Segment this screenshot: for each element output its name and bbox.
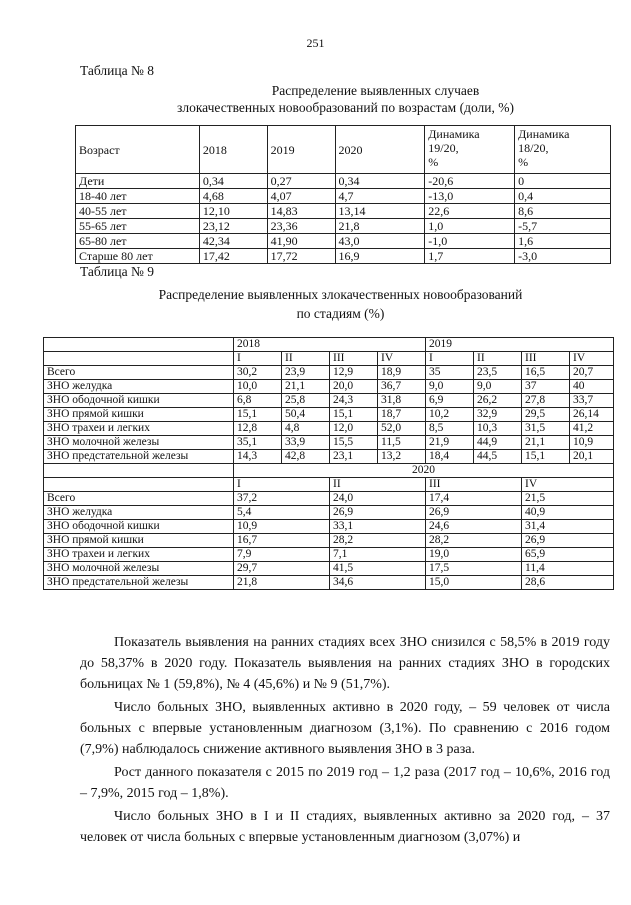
table9-cell: 15,1 bbox=[522, 450, 570, 464]
table9-cell: 32,9 bbox=[474, 408, 522, 422]
table9-cell: 31,8 bbox=[378, 394, 426, 408]
table9-cell: 9,0 bbox=[474, 380, 522, 394]
table9-cell: 37 bbox=[522, 380, 570, 394]
table9-cell: 52,0 bbox=[378, 422, 426, 436]
table9-row bbox=[44, 408, 614, 422]
table9-cell: 18,9 bbox=[378, 366, 426, 380]
table9-cell: 21,8 bbox=[234, 576, 330, 590]
table9-row-label: ЗНО ободочной кишки bbox=[44, 520, 234, 534]
table9-cell: 41,5 bbox=[330, 562, 426, 576]
table9-row bbox=[44, 520, 614, 534]
table9-cell: 41,2 bbox=[570, 422, 614, 436]
table9-cell: 65,9 bbox=[522, 548, 614, 562]
table8-cell: 8,6 bbox=[515, 204, 611, 219]
table9-cell: 18,4 bbox=[426, 450, 474, 464]
table9-row-label: Всего bbox=[44, 366, 234, 380]
table9-cell: 7,9 bbox=[234, 548, 330, 562]
table8-header-2020: 2020 bbox=[335, 126, 425, 174]
table8-dyn1-line3: % bbox=[428, 155, 439, 169]
table9-cell: 9,0 bbox=[426, 380, 474, 394]
table9-cell: 28,6 bbox=[522, 576, 614, 590]
table9-row bbox=[44, 548, 614, 562]
table8-cell: 0,4 bbox=[515, 189, 611, 204]
table9-row bbox=[44, 436, 614, 450]
table9-row bbox=[44, 366, 614, 380]
table9-row-label: ЗНО предстательной железы bbox=[44, 450, 234, 464]
table8-header-2019: 2019 bbox=[267, 126, 335, 174]
table9-stage-header: III bbox=[426, 478, 522, 492]
table8-header-dynamics-19-20 bbox=[425, 126, 515, 174]
table8-cell: -13,0 bbox=[425, 189, 515, 204]
table9-cell: 21,1 bbox=[522, 436, 570, 450]
page-number: 251 bbox=[306, 36, 325, 50]
table9-cell: 33,1 bbox=[330, 520, 426, 534]
table8-cell: 4,07 bbox=[267, 189, 335, 204]
table9-cell: 6,8 bbox=[234, 394, 282, 408]
table9-cell: 20,7 bbox=[570, 366, 614, 380]
table9-cell: 17,4 bbox=[426, 492, 522, 506]
table9-cell: 10,2 bbox=[426, 408, 474, 422]
table8-cell: 22,6 bbox=[425, 204, 515, 219]
table9-cell: 15,0 bbox=[426, 576, 522, 590]
table9-stage-header: I bbox=[426, 352, 474, 366]
table9-row bbox=[44, 492, 614, 506]
table9-cell: 15,5 bbox=[330, 436, 378, 450]
table9-cell: 20,1 bbox=[570, 450, 614, 464]
table8-row-label: 18-40 лет bbox=[76, 189, 200, 204]
table9-cell: 12,8 bbox=[234, 422, 282, 436]
table9-row bbox=[44, 576, 614, 590]
table9-cell: 50,4 bbox=[282, 408, 330, 422]
table9-year-2020: 2020 bbox=[234, 464, 614, 478]
table9-row bbox=[44, 450, 614, 464]
table9-cell: 21,9 bbox=[426, 436, 474, 450]
paragraph-early-detection: Показатель выявления на ранних стадиях всех ЗНО снизился с 58,5% в 2019 году до 58,37% в 2020 году. Показатель выявления на ранних стадиях ЗНО в городских больницах № 1 (59,8%), № 4 (45,6%) и № 9 (51,7%). bbox=[80, 635, 610, 692]
table9-cell: 25,8 bbox=[282, 394, 330, 408]
table9-year-2018: 2018 bbox=[234, 338, 426, 352]
table9-row bbox=[44, 394, 614, 408]
table9-row-label: ЗНО предстательной железы bbox=[44, 576, 234, 590]
table9-stage-row bbox=[44, 478, 614, 492]
table9-corner-cell bbox=[44, 352, 234, 366]
table9-cell: 4,8 bbox=[282, 422, 330, 436]
paragraph-growth: Рост данного показателя с 2015 по 2019 год – 1,2 раза (2017 год – 10,6%, 2016 год – 7,9%, 2015 год – 1,8%). bbox=[80, 765, 610, 801]
table8-cell: 4,68 bbox=[199, 189, 267, 204]
table8-row bbox=[76, 219, 611, 234]
table9-cell: 23,9 bbox=[282, 366, 330, 380]
table8-header-age: Возраст bbox=[76, 126, 200, 174]
table8-cell: 1,7 bbox=[425, 249, 515, 264]
table9-row bbox=[44, 562, 614, 576]
table9-cell: 26,2 bbox=[474, 394, 522, 408]
table9-row-label: ЗНО молочной железы bbox=[44, 562, 234, 576]
table9-cell: 16,5 bbox=[522, 366, 570, 380]
table8-header-dynamics-18-20 bbox=[515, 126, 611, 174]
table8-dyn2-line3: % bbox=[518, 155, 529, 169]
paragraph-stages-1-2: Число больных ЗНО в I и II стадиях, выявленных активно за 2020 год, – 37 человек от числа больных с впервые установленным диагнозом (3,07%) и bbox=[80, 809, 610, 845]
table8-cell: 41,90 bbox=[267, 234, 335, 249]
table8-cell: 0,34 bbox=[199, 174, 267, 189]
table8-row-label: 40-55 лет bbox=[76, 204, 200, 219]
table9-cell: 28,2 bbox=[426, 534, 522, 548]
table9-stage-header: II bbox=[330, 478, 426, 492]
table9-row-label: ЗНО прямой кишки bbox=[44, 408, 234, 422]
table9-stage-header: II bbox=[282, 352, 330, 366]
table9-year-row bbox=[44, 338, 614, 352]
table9-stage-header: III bbox=[522, 352, 570, 366]
table9-cell: 31,5 bbox=[522, 422, 570, 436]
table9-cell: 26,9 bbox=[426, 506, 522, 520]
table9-row-label: ЗНО желудка bbox=[44, 380, 234, 394]
table8-cell: 1,6 bbox=[515, 234, 611, 249]
table9-cell: 24,3 bbox=[330, 394, 378, 408]
table9-cell: 30,2 bbox=[234, 366, 282, 380]
table9-cell: 36,7 bbox=[378, 380, 426, 394]
table9-cell: 26,14 bbox=[570, 408, 614, 422]
table8-cell: 23,36 bbox=[267, 219, 335, 234]
table9-cell: 23,5 bbox=[474, 366, 522, 380]
table9-stage-distribution bbox=[43, 337, 614, 590]
table9-title-line1: Распределение выявленных злокачественных новообразований bbox=[158, 287, 523, 302]
table9-cell: 29,7 bbox=[234, 562, 330, 576]
table8-header-2018: 2018 bbox=[199, 126, 267, 174]
table8-cell: 17,42 bbox=[199, 249, 267, 264]
table9-year-2019: 2019 bbox=[426, 338, 614, 352]
table9-cell: 26,9 bbox=[330, 506, 426, 520]
table9-corner-cell bbox=[44, 464, 234, 478]
table8-dyn1-line1: Динамика bbox=[428, 127, 480, 141]
table9-stage-header: IV bbox=[378, 352, 426, 366]
table8-row-label: Старше 80 лет bbox=[76, 249, 200, 264]
table8-dyn2-line1: Динамика bbox=[518, 127, 570, 141]
table9-title-line2: по стадиям (%) bbox=[296, 306, 385, 321]
table9-cell: 18,7 bbox=[378, 408, 426, 422]
table8-caption: Таблица № 8 bbox=[80, 63, 154, 78]
table9-row-label: ЗНО молочной железы bbox=[44, 436, 234, 450]
table9-cell: 21,5 bbox=[522, 492, 614, 506]
table9-cell: 44,9 bbox=[474, 436, 522, 450]
table9-cell: 21,1 bbox=[282, 380, 330, 394]
table8-cell: 0 bbox=[515, 174, 611, 189]
table9-corner-cell bbox=[44, 338, 234, 352]
table9-cell: 15,1 bbox=[330, 408, 378, 422]
table9-cell: 14,3 bbox=[234, 450, 282, 464]
table9-cell: 10,9 bbox=[234, 520, 330, 534]
table9-cell: 10,0 bbox=[234, 380, 282, 394]
table9-cell: 35 bbox=[426, 366, 474, 380]
table9-cell: 26,9 bbox=[522, 534, 614, 548]
table8-row bbox=[76, 249, 611, 264]
table8-cell: 1,0 bbox=[425, 219, 515, 234]
table9-row-label: ЗНО прямой кишки bbox=[44, 534, 234, 548]
table9-cell: 40 bbox=[570, 380, 614, 394]
table9-cell: 19,0 bbox=[426, 548, 522, 562]
table9-cell: 8,5 bbox=[426, 422, 474, 436]
table8-row bbox=[76, 234, 611, 249]
table8-title-line1: Распределение выявленных случаев bbox=[271, 83, 480, 98]
table8-cell: 0,27 bbox=[267, 174, 335, 189]
table8-row bbox=[76, 204, 611, 219]
table9-cell: 35,1 bbox=[234, 436, 282, 450]
table8-row bbox=[76, 174, 611, 189]
table9-stage-header: IV bbox=[570, 352, 614, 366]
table9-cell: 7,1 bbox=[330, 548, 426, 562]
table9-cell: 20,0 bbox=[330, 380, 378, 394]
table9-cell: 42,8 bbox=[282, 450, 330, 464]
table9-cell: 24,6 bbox=[426, 520, 522, 534]
table9-year-row bbox=[44, 464, 614, 478]
table9-cell: 11,4 bbox=[522, 562, 614, 576]
table9-cell: 10,9 bbox=[570, 436, 614, 450]
paragraph-active-detection: Число больных ЗНО, выявленных активно в 2020 году, – 59 человек от числа больных с впервые установленным диагнозом (3,1%). По сравнению с 2016 годом (7,9%) наблюдалось снижение активного выявления ЗНО в 3 раза. bbox=[80, 700, 610, 757]
table9-cell: 5,4 bbox=[234, 506, 330, 520]
table9-row-label: ЗНО ободочной кишки bbox=[44, 394, 234, 408]
table9-stage-header: III bbox=[330, 352, 378, 366]
table8-cell: -1,0 bbox=[425, 234, 515, 249]
table8-cell: 21,8 bbox=[335, 219, 425, 234]
table9-cell: 6,9 bbox=[426, 394, 474, 408]
table8-header-row bbox=[76, 126, 611, 174]
table8-cell: 12,10 bbox=[199, 204, 267, 219]
table9-cell: 27,8 bbox=[522, 394, 570, 408]
table9-cell: 17,5 bbox=[426, 562, 522, 576]
table8-cell: 0,34 bbox=[335, 174, 425, 189]
table8-cell: 17,72 bbox=[267, 249, 335, 264]
table9-cell: 13,2 bbox=[378, 450, 426, 464]
table9-row-label: ЗНО трахеи и легких bbox=[44, 422, 234, 436]
table9-cell: 16,7 bbox=[234, 534, 330, 548]
table9-cell: 24,0 bbox=[330, 492, 426, 506]
table8-row-label: Дети bbox=[76, 174, 200, 189]
table9-cell: 12,0 bbox=[330, 422, 378, 436]
table9-cell: 33,9 bbox=[282, 436, 330, 450]
table8-cell: 13,14 bbox=[335, 204, 425, 219]
table9-cell: 11,5 bbox=[378, 436, 426, 450]
table9-stage-header: II bbox=[474, 352, 522, 366]
table8-row-label: 55-65 лет bbox=[76, 219, 200, 234]
table9-cell: 15,1 bbox=[234, 408, 282, 422]
table9-cell: 40,9 bbox=[522, 506, 614, 520]
table9-row bbox=[44, 534, 614, 548]
table9-cell: 34,6 bbox=[330, 576, 426, 590]
table9-cell: 37,2 bbox=[234, 492, 330, 506]
table9-row bbox=[44, 422, 614, 436]
table9-cell: 12,9 bbox=[330, 366, 378, 380]
table9-stage-header: IV bbox=[522, 478, 614, 492]
table8-dyn1-line2: 19/20, bbox=[428, 141, 459, 155]
table8-row-label: 65-80 лет bbox=[76, 234, 200, 249]
table8-row bbox=[76, 189, 611, 204]
table8-cell: 23,12 bbox=[199, 219, 267, 234]
table9-cell: 23,1 bbox=[330, 450, 378, 464]
table9-cell: 28,2 bbox=[330, 534, 426, 548]
table9-row-label: ЗНО трахеи и легких bbox=[44, 548, 234, 562]
table9-row bbox=[44, 380, 614, 394]
table8-cell: 16,9 bbox=[335, 249, 425, 264]
table9-stage-row bbox=[44, 352, 614, 366]
table8-age-distribution bbox=[75, 125, 611, 264]
table8-cell: 42,34 bbox=[199, 234, 267, 249]
table8-dyn2-line2: 18/20, bbox=[518, 141, 549, 155]
table9-cell: 29,5 bbox=[522, 408, 570, 422]
table9-corner-cell bbox=[44, 478, 234, 492]
table9-stage-header: I bbox=[234, 352, 282, 366]
table9-cell: 10,3 bbox=[474, 422, 522, 436]
table9-row-label: ЗНО желудка bbox=[44, 506, 234, 520]
table9-row bbox=[44, 506, 614, 520]
table9-cell: 31,4 bbox=[522, 520, 614, 534]
table8-cell: -20,6 bbox=[425, 174, 515, 189]
table9-stage-header: I bbox=[234, 478, 330, 492]
table9-cell: 33,7 bbox=[570, 394, 614, 408]
table8-cell: 4,7 bbox=[335, 189, 425, 204]
table9-row-label: Всего bbox=[44, 492, 234, 506]
table8-cell: -3,0 bbox=[515, 249, 611, 264]
table8-title-line2: злокачественных новообразований по возрастам (доли, %) bbox=[177, 100, 514, 115]
table8-cell: 43,0 bbox=[335, 234, 425, 249]
table9-caption: Таблица № 9 bbox=[80, 264, 154, 279]
table8-cell: 14,83 bbox=[267, 204, 335, 219]
table8-cell: -5,7 bbox=[515, 219, 611, 234]
table9-cell: 44,5 bbox=[474, 450, 522, 464]
